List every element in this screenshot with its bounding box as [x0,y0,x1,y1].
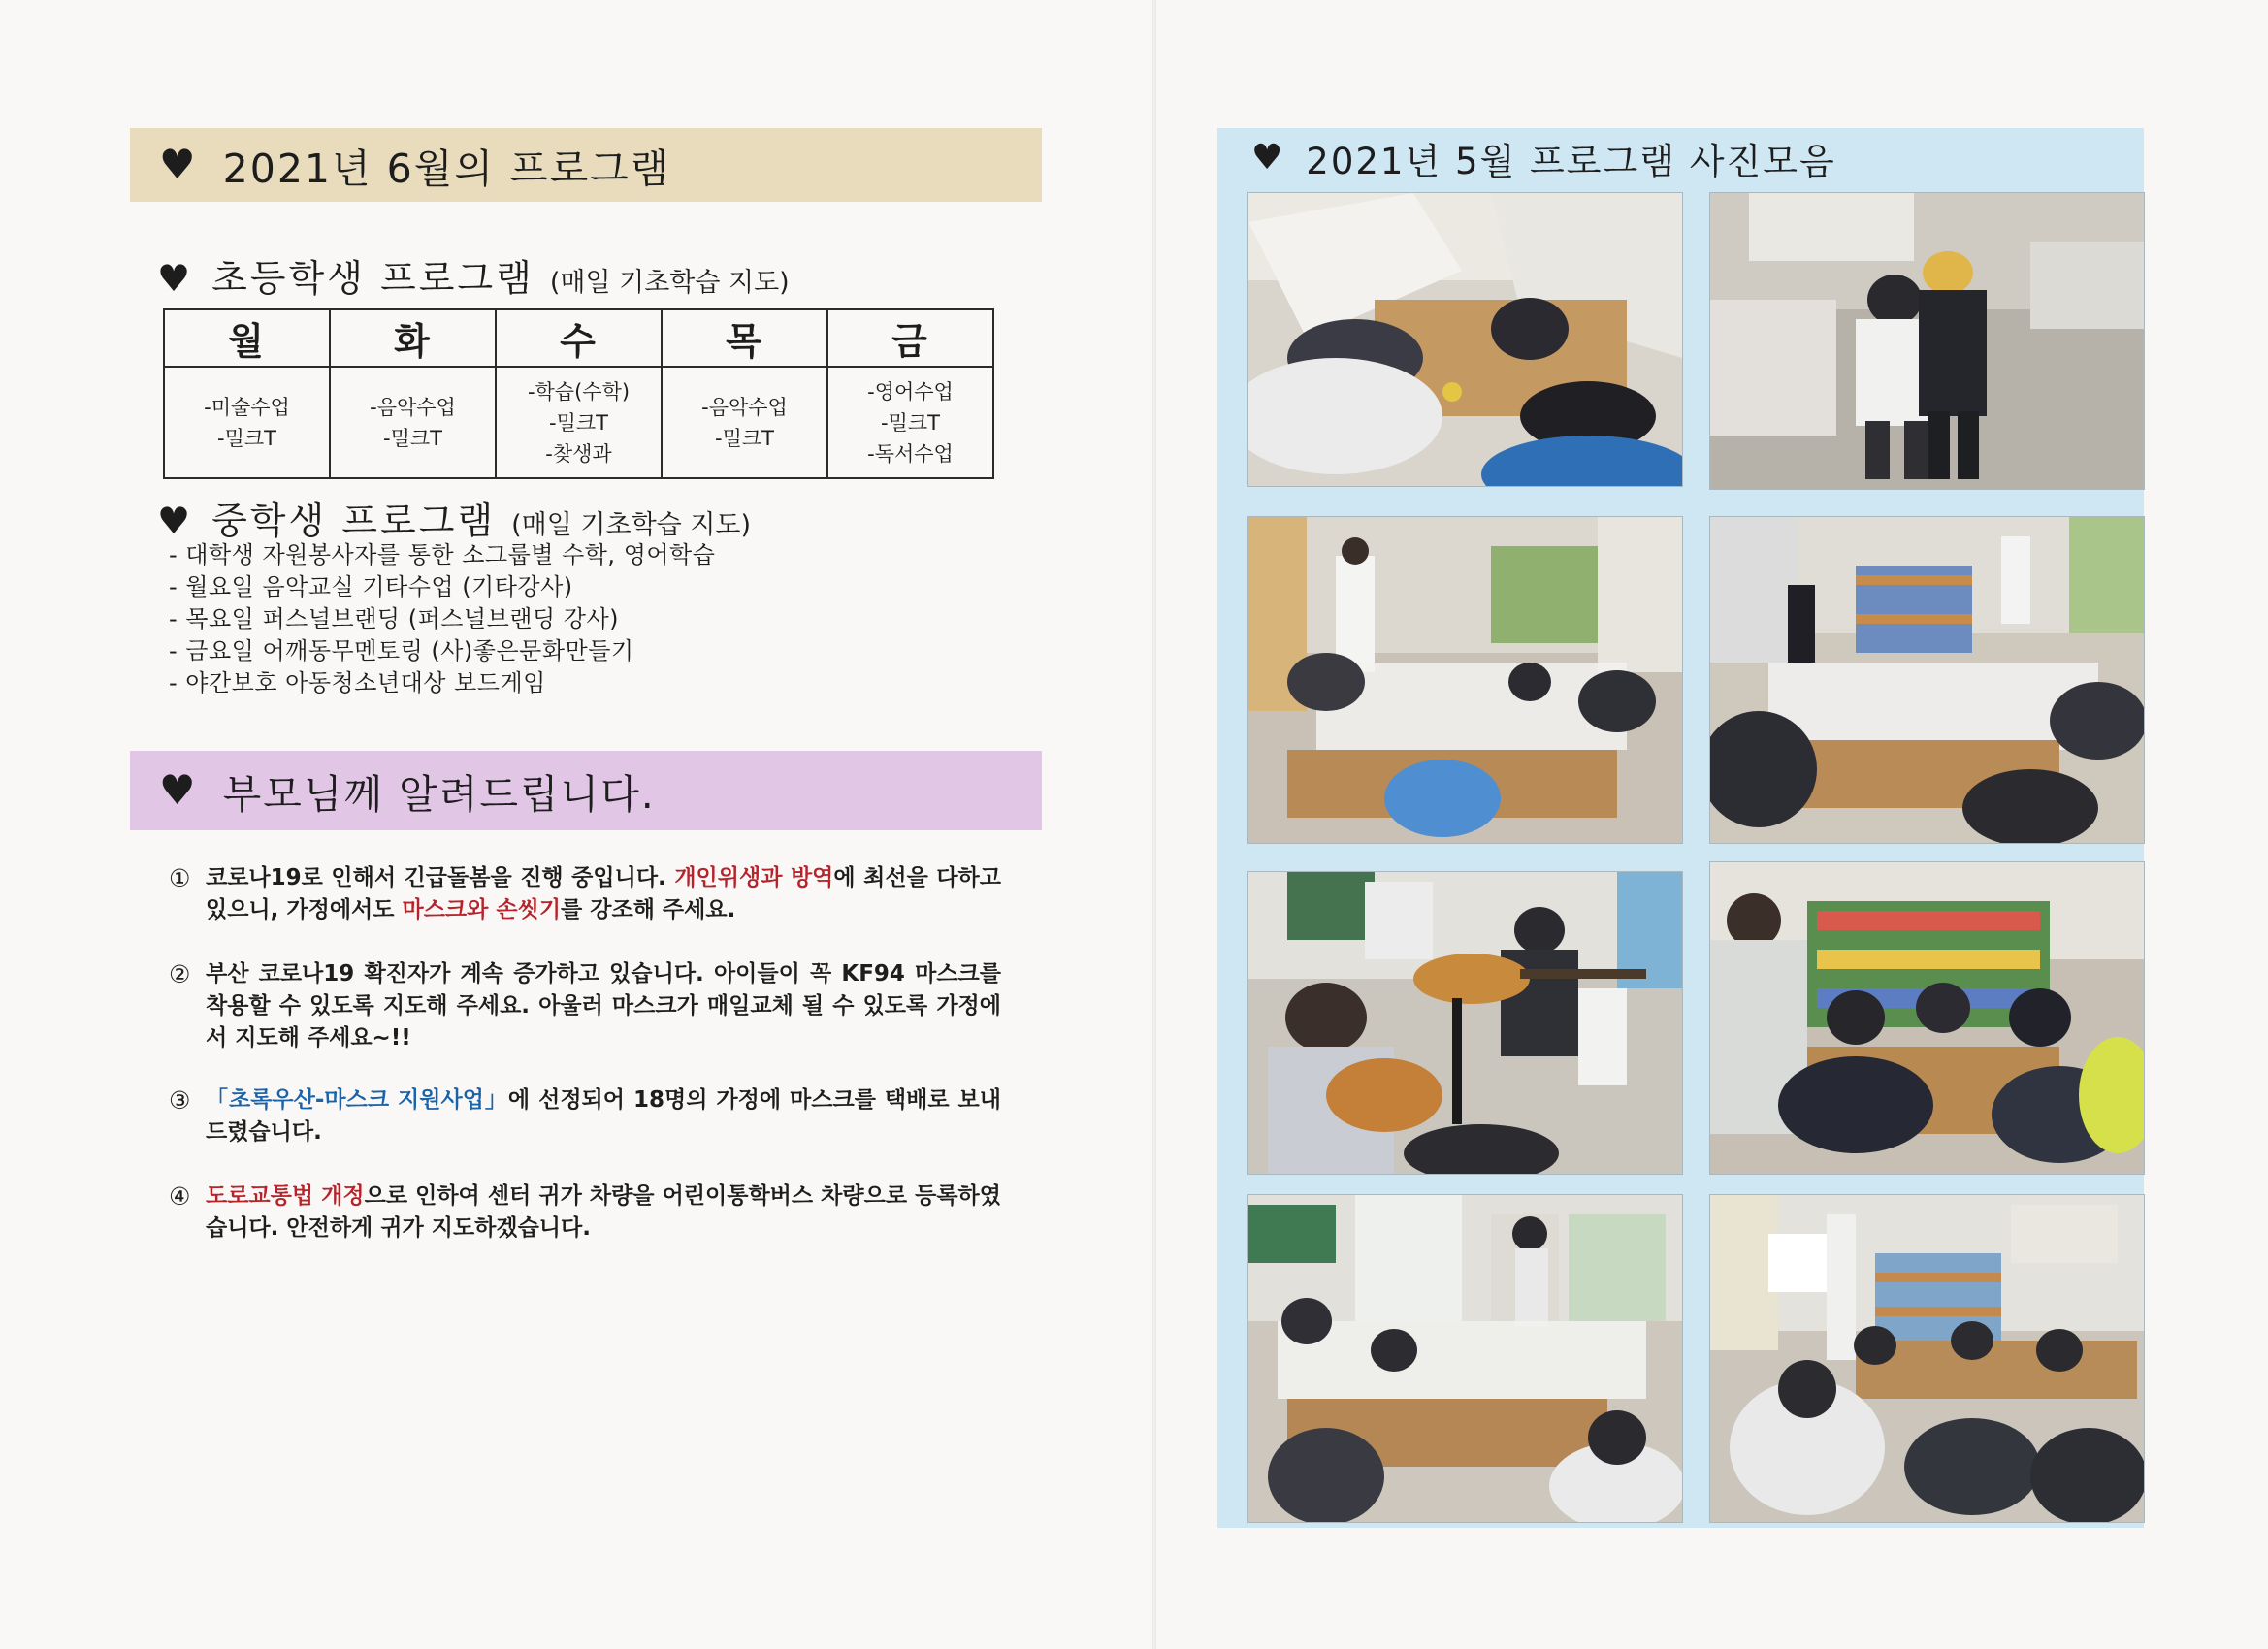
parents-notice-title: 부모님께 알려드립니다. [222,770,656,818]
photo-students-table [1247,192,1683,487]
list-item: - 대학생 자원봉사자를 통한 소그룹별 수학, 영어학습 [169,541,716,568]
schedule-cell-wed [496,367,662,478]
heart-icon: ♥ [159,766,198,814]
notice-number: ④ [169,1182,191,1211]
day-header-wed: 수 [496,309,662,367]
photo-classroom-lesson [1247,516,1683,844]
elementary-subtitle: (매일 기초학습 지도) [549,268,790,298]
notice-text: 도로교통법 개정으로 인하여 센터 귀가 차량을 어린이통학버스 차량으로 등록하였습니다. 안전하게 귀가 지도하겠습니다. [206,1183,1001,1241]
photo-handwashing [1709,192,2145,490]
list-item: - 금요일 어깨동무멘토링 (사)좋은문화만들기 [169,637,634,664]
schedule-cell-tue [330,367,496,478]
june-program-banner [130,128,1042,202]
list-item: - 야간보호 아동청소년대상 보드게임 [169,669,546,696]
list-item: - 월요일 음악교실 기타수업 (기타강사) [169,573,573,600]
schedule-item: -영어수업 [867,379,954,404]
may-photos-title: 2021년 5월 프로그램 사진모음 [1306,141,1836,182]
notice-item-4 [169,1180,1001,1245]
notice-number: ① [169,864,191,892]
may-photos-banner [1251,128,1836,188]
notice-text: 코로나19로 인해서 긴급돌봄을 진행 중입니다. 개인위생과 방역에 최선을 다하고 있으니, 가정에서도 마스크와 손씻기를 강조해 주세요. [206,865,1001,922]
notice-item-3 [169,1084,1001,1148]
middle-title: 중학생 프로그램 [211,500,497,542]
photo-guitar-class [1247,871,1683,1175]
day-header-tue: 화 [330,309,496,367]
schedule-item: -음악수업 [370,395,456,419]
photo-classroom-presentation [1247,1194,1683,1523]
page-fold [1152,0,1156,1649]
notice-number: ② [169,960,191,988]
heart-icon: ♥ [157,257,191,300]
schedule-item: -미술수업 [204,395,290,419]
parents-notice-banner [130,751,1042,830]
heart-icon: ♥ [157,500,191,542]
notice-text: 부산 코로나19 확진자가 계속 증가하고 있습니다. 아이들이 꼭 KF94 마스크를 착용할 수 있도록 지도해 주세요. 아울러 마스크가 매일교체 될 수 있도록 가정에서 지도해 주세요~!! [206,961,1001,1051]
photo-board-game [1709,861,2145,1175]
schedule-item: -밀크T [549,410,608,435]
schedule-cell-fri [827,367,993,478]
notice-number: ③ [169,1086,191,1115]
heart-icon: ♥ [1251,138,1285,178]
schedule-item: -독서수업 [867,441,954,466]
list-item: - 목요일 퍼스널브랜딩 (퍼스널브랜딩 강사) [169,605,620,632]
notice-item-1 [169,862,1001,926]
heart-icon: ♥ [159,141,198,188]
day-header-thu: 목 [662,309,827,367]
notice-item-2 [169,958,1001,1054]
june-program-title: 2021년 6월의 프로그램 [222,145,671,192]
photo-group-activity [1709,1194,2145,1523]
middle-program-list [169,539,715,699]
schedule-item: -음악수업 [701,395,788,419]
schedule-cell-mon [164,367,330,478]
schedule-item: -밀크T [383,426,442,450]
schedule-cell-thu [662,367,827,478]
day-header-mon: 월 [164,309,330,367]
schedule-item: -밀크T [715,426,774,450]
middle-subtitle: (매일 기초학습 지도) [511,510,752,540]
schedule-item: -찾생과 [545,441,612,466]
schedule-item: -학습(수학) [527,379,631,404]
elementary-schedule-table [163,308,994,479]
photo-classroom-group [1709,516,2145,844]
elementary-section-title [157,248,790,302]
elementary-title: 초등학생 프로그램 [211,257,535,300]
day-header-fri: 금 [827,309,993,367]
middle-section-title [157,491,751,544]
schedule-item: -밀크T [217,426,276,450]
notice-text: 「초록우산-마스크 지원사업」에 선정되어 18명의 가정에 마스크를 택배로 보내드렸습니다. [206,1087,1001,1145]
schedule-item: -밀크T [881,410,940,435]
